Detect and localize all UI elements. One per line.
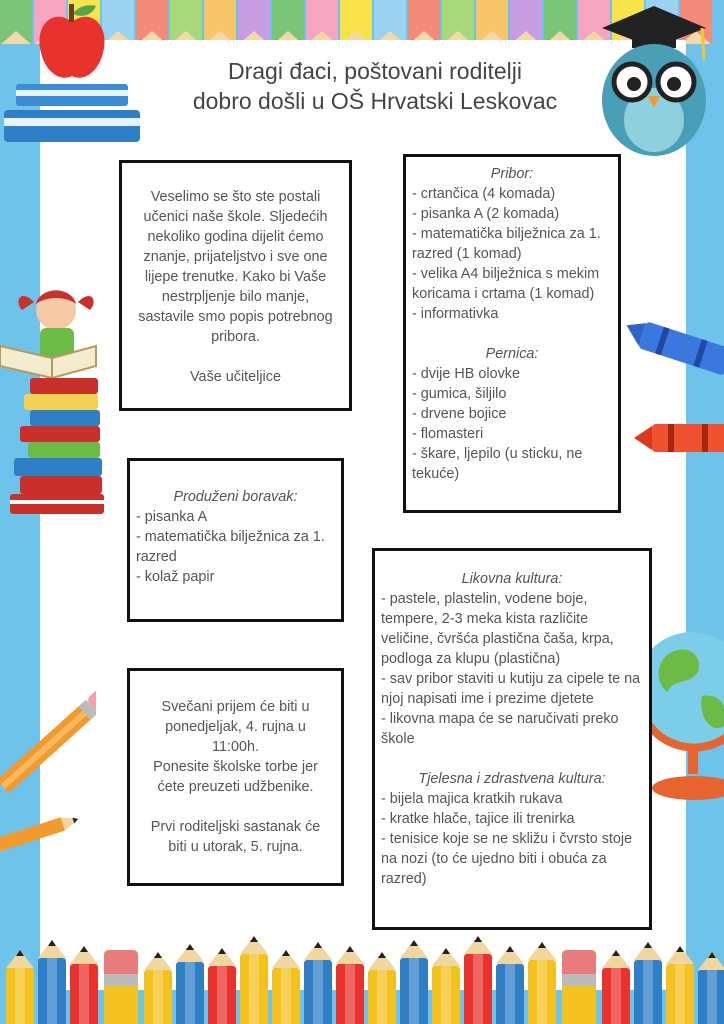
list-item: - tenisice koje se ne skližu i čvrsto stoje na nozi (to će ujedno biti i obuća za razred) [381, 831, 633, 887]
art-pe-box [372, 548, 652, 930]
crayon-icon [618, 312, 724, 382]
list-item: - bijela majica kratkih rukava [381, 791, 563, 807]
list-item: - drvene bojice [412, 406, 507, 422]
pribor-heading: Pribor: [490, 166, 534, 182]
welcome-box [119, 160, 352, 411]
title-line-2: dobro došli u OŠ Hrvatski Leskovac [192, 88, 558, 114]
books-icon [2, 78, 142, 148]
reception-box [127, 668, 344, 886]
pernica-heading: Pernica: [485, 346, 539, 362]
pencil-icon [0, 806, 82, 856]
welcome-signature: Vaše učiteljice [190, 369, 281, 385]
list-item: - kratke hlače, tajice ili trenirka [381, 811, 575, 827]
boravak-heading: Produženi boravak: [173, 489, 298, 505]
page-title [150, 56, 600, 116]
list-item: - matematička bilježnica za 1. razred [136, 529, 325, 565]
welcome-text: Veselimo se što ste postali učenici naše škole. Sljedećih nekoliko godina dijelit ćemo znanje, prijateljstvo i sve one lijepe trenutke. Kako bi Vaše nestrpljenje bilo manje, sastavile smo popis potrebnog pribora. [138, 189, 333, 345]
tzk-heading: Tjelesna i zdrastvena kultura: [418, 771, 606, 787]
list-item: - pastele, plastelin, vodene boje, tempere, 2-3 meka kista različite veličine, čvršća plastična čaša, krpa, podloga za klupu (plastična) [381, 591, 614, 667]
list-item: - pisanka A (2 komada) [412, 206, 560, 222]
textbooks-text: Ponesite školske torbe jer ćete preuzeti udžbenike. [153, 759, 318, 795]
list-item: - crtančica (4 komada) [412, 186, 556, 202]
girl-reading-icon [0, 280, 110, 530]
likovna-heading: Likovna kultura: [461, 571, 563, 587]
list-item: - kolaž papir [136, 569, 215, 585]
supplies-box [403, 154, 621, 513]
title-line-1: Dragi đaci, poštovani roditelji [227, 58, 523, 84]
list-item: - dvije HB olovke [412, 366, 520, 382]
pencil-strip-bottom [0, 930, 724, 1024]
list-item: - likovna mapa će se naručivati preko škole [381, 711, 619, 747]
list-item: - škare, ljepilo (u sticku, ne tekuće) [412, 446, 583, 482]
list-item: - matematička bilježnica za 1. razred (1 komad) [412, 226, 601, 262]
list-item: - pisanka A [136, 509, 208, 525]
list-item: - sav pribor staviti u kutiju za cipele te na njoj napisati ime i prezime djetete [381, 671, 641, 707]
list-item: - informativka [412, 306, 499, 322]
list-item: - flomasteri [412, 426, 484, 442]
meeting-text: Prvi roditeljski sastanak će biti u utorak, 5. rujna. [150, 819, 321, 855]
reception-text: Svečani prijem će biti u ponedjeljak, 4. rujna u 11:00h. [161, 699, 310, 755]
pencil-icon [0, 690, 96, 810]
owl-icon [592, 0, 714, 160]
crayon-icon [632, 412, 724, 462]
list-item: - velika A4 bilježnica s mekim koricama i crtama (1 komad) [412, 266, 600, 302]
list-item: - gumica, šiljilo [412, 386, 507, 402]
after-school-box [127, 458, 344, 622]
apple-icon [34, 0, 110, 84]
